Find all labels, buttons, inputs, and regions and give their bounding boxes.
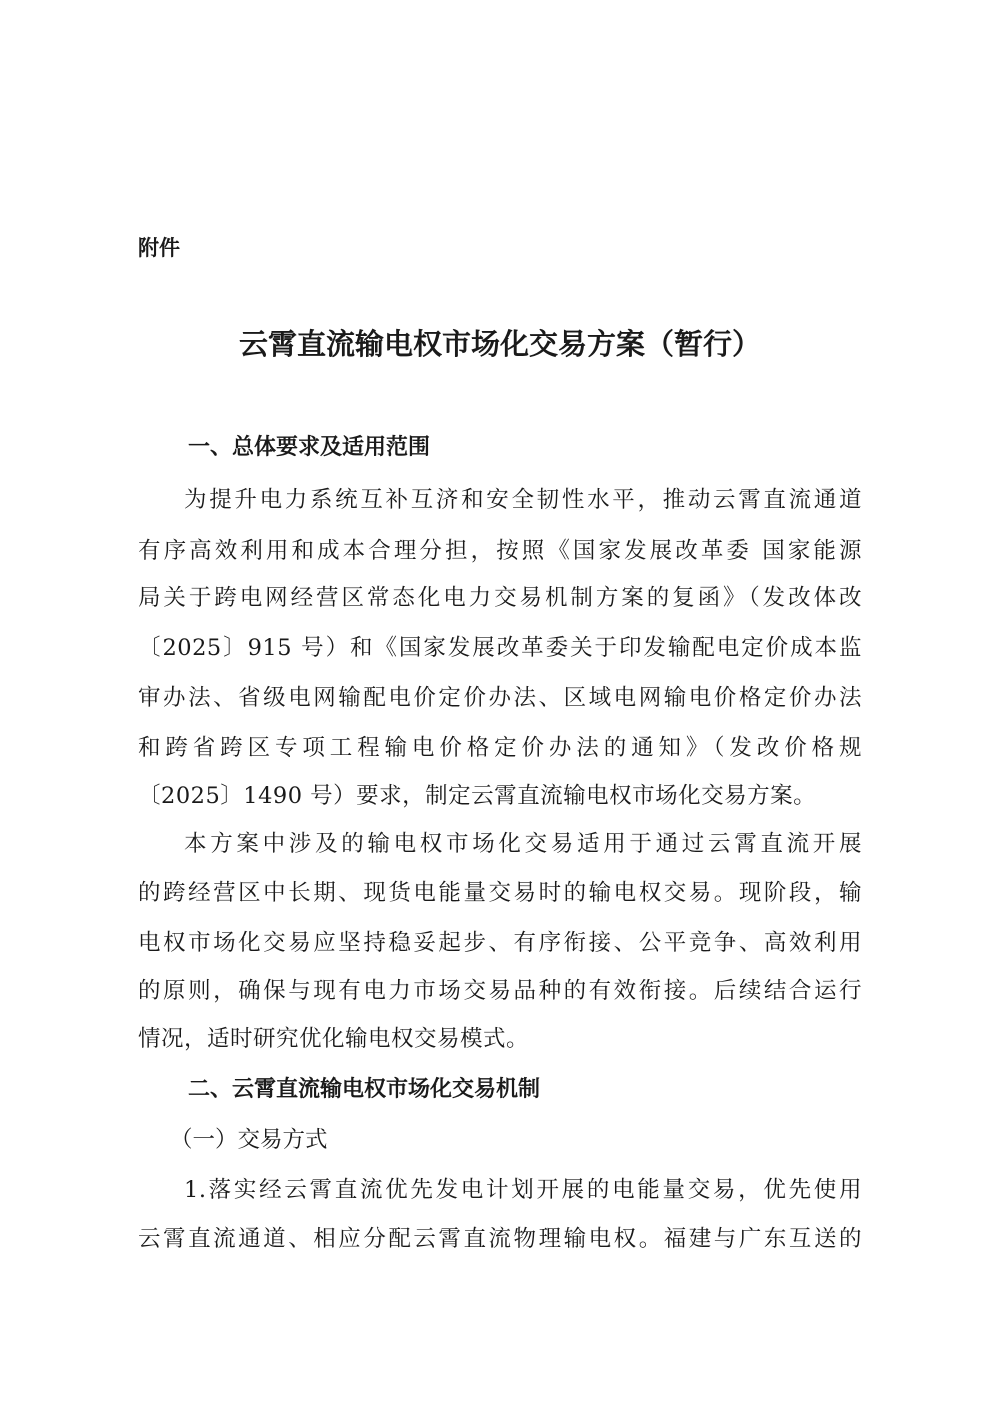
s1p1-line-2: 有序高效利用和成本合理分担，按照《国家发展改革委 国家能源 [138,538,862,564]
attachment-label: 附件 [138,236,180,260]
s2p1-line-1: 1.落实经云霄直流优先发电计划开展的电能量交易，优先使用 [184,1177,862,1203]
s2p1-line-2: 云霄直流通道、相应分配云霄直流物理输电权。福建与广东互送的 [138,1226,862,1252]
section2-heading: 二、云霄直流输电权市场化交易机制 [188,1077,541,1102]
s1p1-line-5: 审办法、省级电网输配电价定价办法、区域电网输电价格定价办法 [138,685,862,711]
s1p2-line-5: 情况，适时研究优化输电权交易模式。 [138,1026,530,1052]
s1p2-line-4: 的原则，确保与现有电力市场交易品种的有效衔接。后续结合运行 [138,978,862,1004]
s1p1-line-6: 和跨省跨区专项工程输电价格定价办法的通知》（发改价格规 [138,735,862,761]
section1-heading: 一、总体要求及适用范围 [188,435,431,460]
s1p2-line-2: 的跨经营区中长期、现货电能量交易时的输电权交易。现阶段，输 [138,880,862,906]
document-title: 云霄直流输电权市场化交易方案（暂行） [238,327,761,361]
s1p1-line-7: 〔2025〕1490 号）要求，制定云霄直流输电权市场化交易方案。 [138,783,817,809]
s1p2-line-3: 电权市场化交易应坚持稳妥起步、有序衔接、公平竞争、高效利用 [138,930,862,956]
section2-sub1: （一）交易方式 [170,1127,328,1153]
s1p1-line-1: 为提升电力系统互补互济和安全韧性水平，推动云霄直流通道 [184,487,862,513]
s1p1-line-4: 〔2025〕915 号）和《国家发展改革委关于印发输配电定价成本监 [138,635,862,661]
s1p2-line-1: 本方案中涉及的输电权市场化交易适用于通过云霄直流开展 [184,831,862,857]
s1p1-line-3: 局关于跨电网经营区常态化电力交易机制方案的复函》（发改体改 [138,585,862,611]
